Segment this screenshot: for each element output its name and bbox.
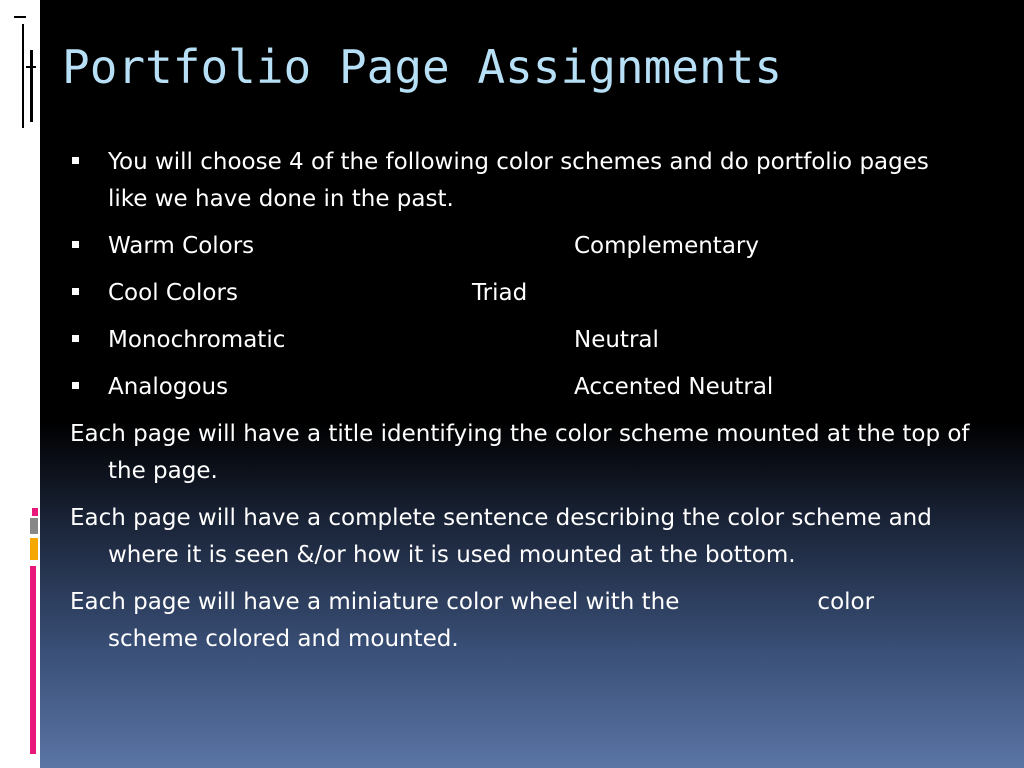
color-wheel-text-part1: Each page will have a miniature color wheel with the [70, 589, 680, 615]
bullet-icon [72, 157, 79, 164]
bullet-icon [72, 241, 79, 248]
scheme-cool-colors: Cool Colors [108, 280, 238, 306]
left-margin [0, 0, 40, 768]
bullet-icon [72, 288, 79, 295]
decorative-line [26, 66, 36, 68]
scheme-warm-colors: Warm Colors [108, 233, 255, 259]
color-strip-orange [30, 538, 38, 560]
scheme-monochromatic: Monochromatic [108, 327, 286, 353]
paragraph-color-wheel-requirement [70, 584, 970, 658]
scheme-triad: Triad [472, 280, 528, 306]
slide-content [70, 144, 970, 668]
bullet-intro [70, 144, 970, 218]
bullet-scheme-row [70, 369, 970, 406]
paragraph-title-requirement: Each page will have a title identifying the color scheme mounted at the top of the page. [70, 421, 970, 484]
bullet-scheme-row [70, 275, 970, 312]
paragraph-sentence-requirement: Each page will have a complete sentence describing the color scheme and where it is seen &/or how it is used mounted at the bottom. [70, 505, 932, 568]
scheme-complementary: Complementary [574, 233, 759, 259]
decorative-line [22, 24, 24, 128]
scheme-accented-neutral: Accented Neutral [574, 374, 774, 400]
color-wheel-text-part2: color scheme colored and mounted. [108, 589, 875, 652]
color-strip-pink-long [30, 566, 36, 754]
bullet-scheme-row [70, 228, 970, 265]
scheme-analogous: Analogous [108, 374, 229, 400]
decorative-line [30, 50, 33, 122]
bullet-icon [72, 335, 79, 342]
decorative-line [14, 16, 26, 18]
bullet-scheme-row [70, 322, 970, 359]
bullet-icon [72, 382, 79, 389]
color-strip-gray [30, 518, 38, 534]
slide-title: Portfolio Page Assignments [62, 40, 783, 94]
scheme-neutral: Neutral [574, 327, 659, 353]
intro-text: You will choose 4 of the following color schemes and do portfolio pages like we have done in the past. [108, 149, 929, 212]
color-strip-pink [32, 508, 38, 516]
